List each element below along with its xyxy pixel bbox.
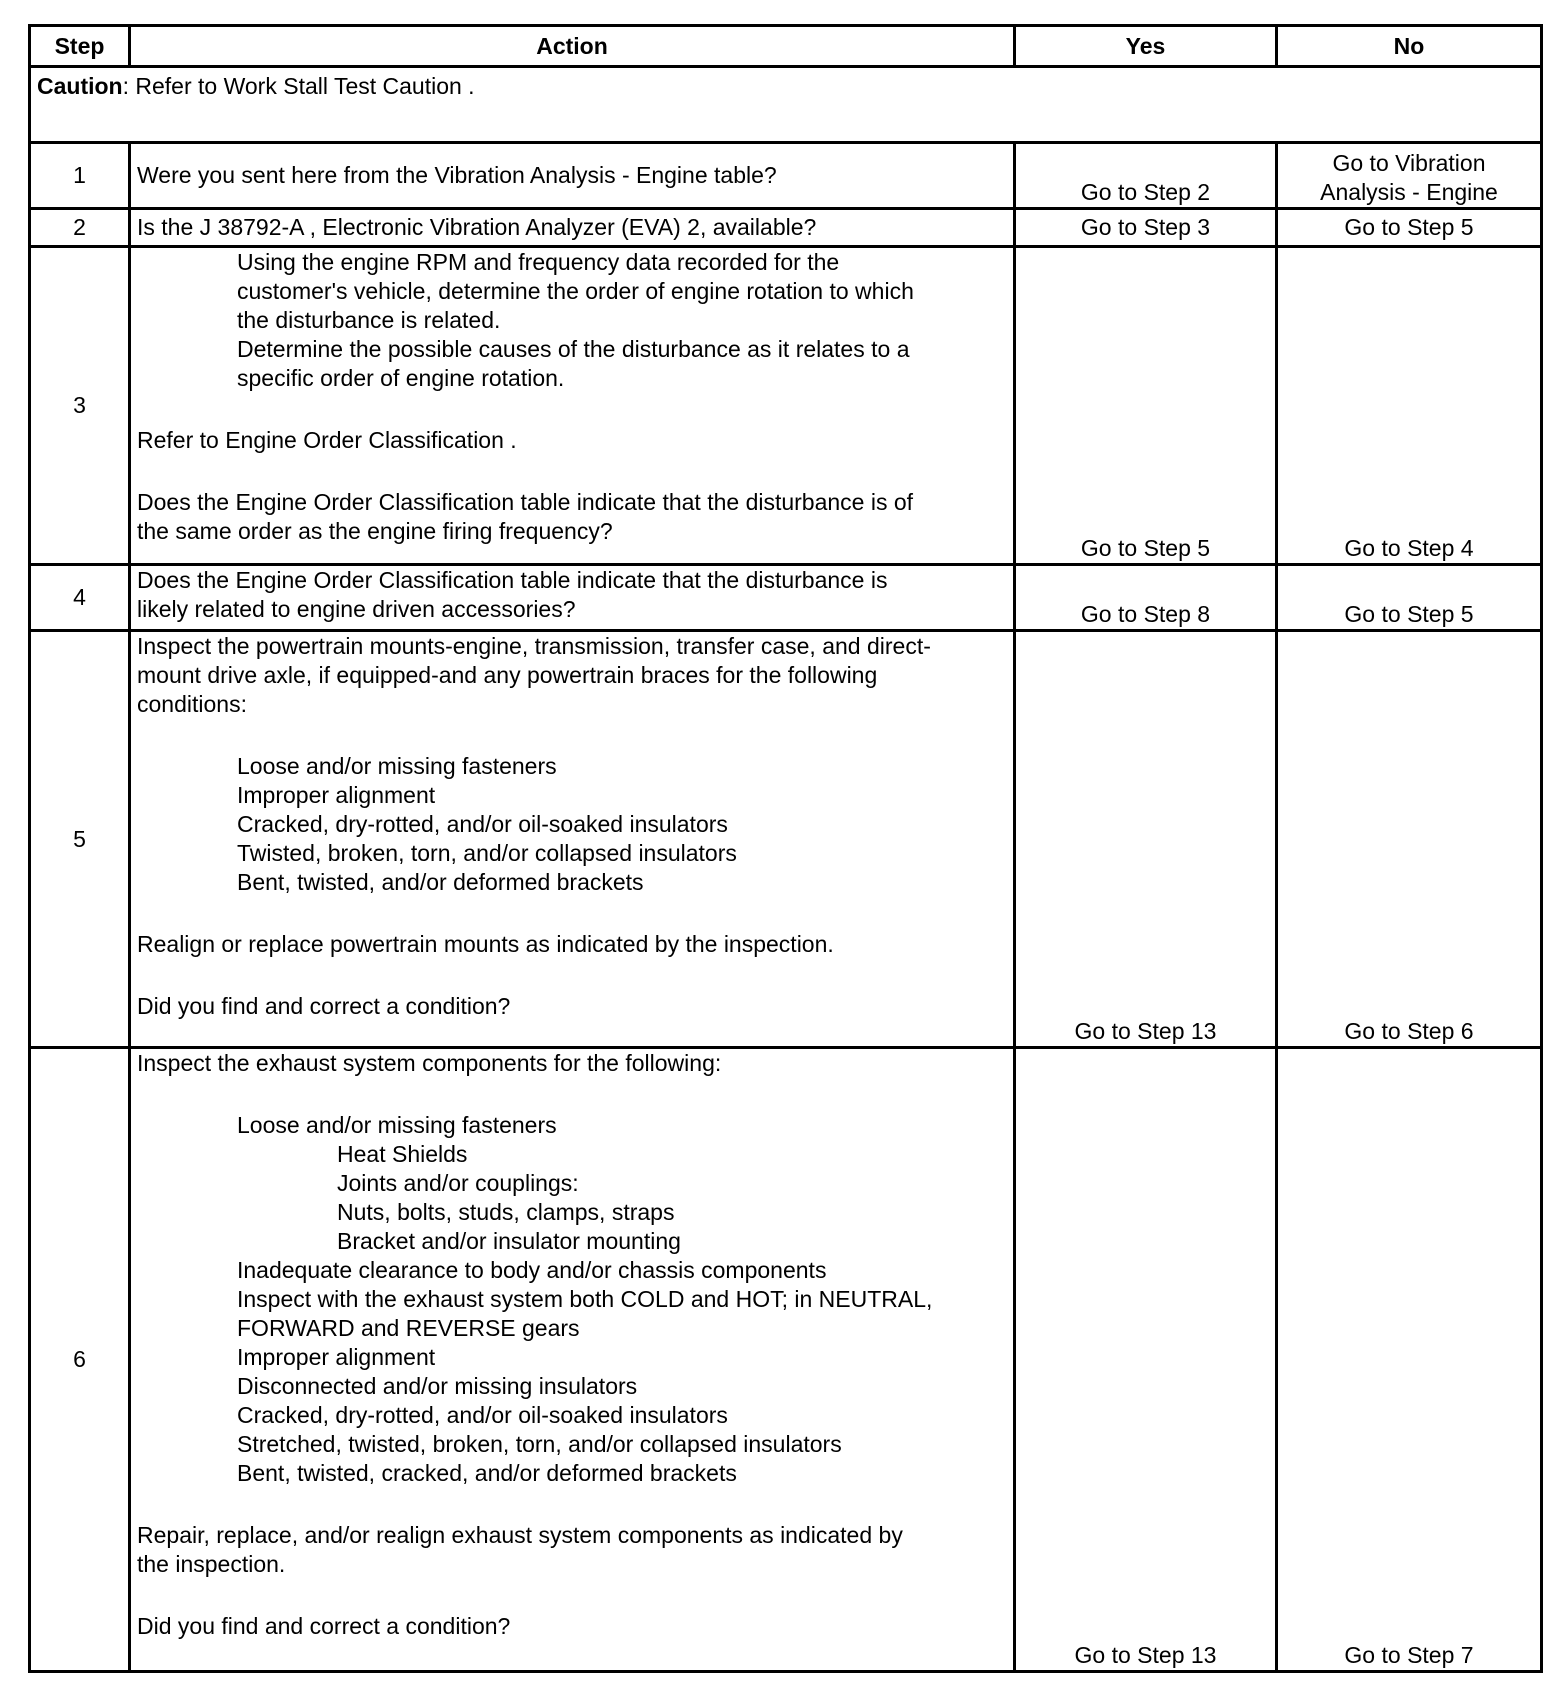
caution-cell	[30, 67, 1542, 143]
caution-row	[30, 67, 1542, 143]
no-cell: Go to Step 5	[1277, 565, 1542, 631]
action-cell: Using the engine RPM and frequency data recorded for the customer's vehicle, determine the order of engine rotation to which the disturbance is related. Determine the possible causes of the disturbance as it relates to a specific order of engine rotation. Refer to Engine Order Classification . Does the Engine Order Classification table indicate that the disturbance is of the same order as the engine firing frequency?	[130, 247, 1015, 565]
no-cell: Go to Step 5	[1277, 209, 1542, 247]
step-number: 1	[30, 143, 130, 209]
header-yes: Yes	[1015, 26, 1277, 67]
no-cell: Go to Step 6	[1277, 631, 1542, 1048]
action-cell: Does the Engine Order Classification table indicate that the disturbance is likely related to engine driven accessories?	[130, 565, 1015, 631]
caution-label: Caution	[37, 73, 123, 99]
caution-text: : Refer to Work Stall Test Caution .	[122, 73, 475, 99]
header-row	[30, 26, 1542, 67]
header-action: Action	[130, 26, 1015, 67]
action-cell: Inspect the powertrain mounts-engine, transmission, transfer case, and direct- mount drive axle, if equipped-and any powertrain braces for the following conditions: Loose and/or missing fasteners Improper alignment Cracked, dry-rotted, and/or oil-soaked insulators Twisted, broken, torn, and/or collapsed insulators Bent, twisted, and/or deformed brackets Realign or replace powertrain mounts as indicated by the inspection. Did you find and correct a condition?	[130, 631, 1015, 1048]
no-cell: Go to Vibration Analysis - Engine	[1277, 143, 1542, 209]
table-row	[30, 565, 1542, 631]
header-step: Step	[30, 26, 130, 67]
table-row	[30, 631, 1542, 1048]
action-cell: Is the J 38792-A , Electronic Vibration Analyzer (EVA) 2, available?	[130, 209, 1015, 247]
header-no: No	[1277, 26, 1542, 67]
action-cell: Were you sent here from the Vibration Analysis - Engine table?	[130, 143, 1015, 209]
yes-cell: Go to Step 3	[1015, 209, 1277, 247]
action-cell: Inspect the exhaust system components for the following: Loose and/or missing fasteners Heat Shields Joints and/or couplings: Nuts, bolts, studs, clamps, straps Bracket and/or insulator mounting Inadequate clearance to body and/or chassis components Inspect with the exhaust system both COLD and HOT; in NEUTRAL, FORWARD and REVERSE gears Improper alignment Disconnected and/or missing insulators Cracked, dry-rotted, and/or oil-soaked insulators Stretched, twisted, broken, torn, and/or collapsed insulators Bent, twisted, cracked, and/or deformed brackets Repair, replace, and/or realign exhaust system components as indicated by the inspection. Did you find and correct a condition?	[130, 1048, 1015, 1672]
table-row	[30, 143, 1542, 209]
step-number: 6	[30, 1048, 130, 1672]
yes-cell: Go to Step 2	[1015, 143, 1277, 209]
step-number: 2	[30, 209, 130, 247]
step-number: 5	[30, 631, 130, 1048]
yes-cell: Go to Step 13	[1015, 1048, 1277, 1672]
table-row	[30, 209, 1542, 247]
diagnostic-table	[28, 24, 1543, 1673]
step-number: 3	[30, 247, 130, 565]
table-row	[30, 247, 1542, 565]
yes-cell: Go to Step 13	[1015, 631, 1277, 1048]
no-cell: Go to Step 4	[1277, 247, 1542, 565]
table-row	[30, 1048, 1542, 1672]
yes-cell: Go to Step 5	[1015, 247, 1277, 565]
yes-cell: Go to Step 8	[1015, 565, 1277, 631]
no-cell: Go to Step 7	[1277, 1048, 1542, 1672]
step-number: 4	[30, 565, 130, 631]
